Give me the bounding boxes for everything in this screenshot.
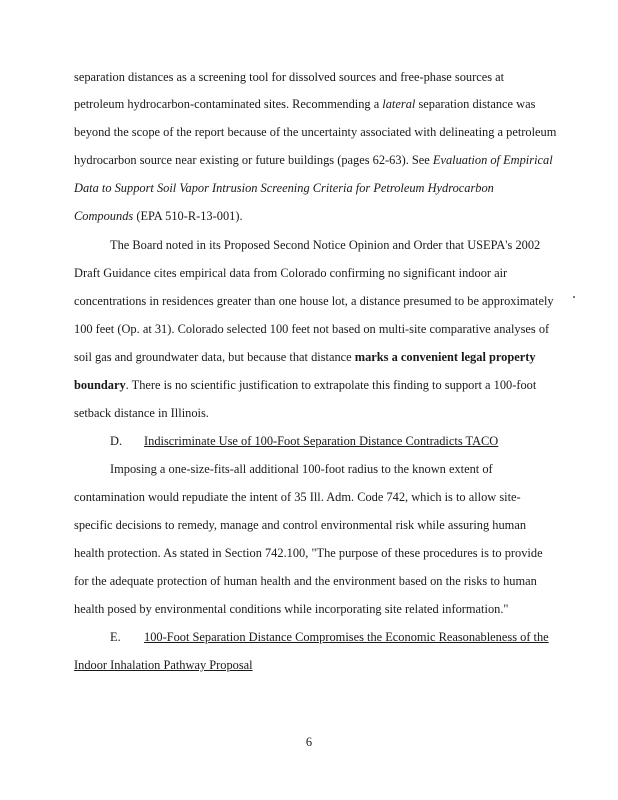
text-line: [74, 69, 504, 85]
section-e-heading-cont: Indoor Inhalation Pathway Proposal: [74, 658, 253, 672]
section-e-heading: 100-Foot Separation Distance Compromises the Economic Reasonableness of the: [144, 630, 549, 644]
text-span: Imposing a one-size-fits-all additional 100-foot radius to the known extent of: [110, 462, 493, 476]
text-span: The Board noted in its Proposed Second Notice Opinion and Order that USEPA's 2002: [110, 238, 541, 252]
text-span: (EPA 510-R-13-001).: [133, 209, 243, 223]
text-line: [74, 152, 553, 168]
text-line: [74, 124, 556, 140]
text-line: [74, 293, 554, 309]
text-span: 100 feet (Op. at 31). Colorado selected 100 feet not based on multi-site comparative analyses of: [74, 322, 550, 336]
text-line: [74, 96, 535, 112]
text-span: concentrations in residences greater than one house lot, a distance presumed to be approximately: [74, 294, 554, 308]
bold-text: boundary: [74, 378, 126, 392]
text-span: contamination would repudiate the intent of 35 Ill. Adm. Code 742, which is to allow site-: [74, 490, 521, 504]
text-line: [74, 405, 209, 421]
section-e-letter: E.: [110, 630, 121, 644]
italic-text: lateral: [382, 97, 416, 111]
text-span: health protection. As stated in Section 742.100, "The purpose of these procedures is to provide: [74, 546, 543, 560]
text-span: petroleum hydrocarbon-contaminated sites. Recommending a: [74, 97, 383, 111]
text-line: [74, 573, 537, 589]
text-span: health posed by environmental conditions while incorporating site related information.": [74, 602, 509, 616]
text-span: for the adequate protection of human health and the environment based on the risks to human: [74, 574, 537, 588]
text-line: [74, 489, 521, 505]
text-span: soil gas and groundwater data, but because that distance: [74, 350, 355, 364]
text-span: specific decisions to remedy, manage and control environmental risk while assuring human: [74, 518, 527, 532]
text-line: [110, 237, 540, 253]
text-span: separation distance was: [415, 97, 536, 111]
italic-text: Compounds: [74, 209, 134, 223]
text-span: . There is no scientific justification to extrapolate this finding to support a 100-foot: [125, 378, 537, 392]
text-span: Data to Support Soil Vapor Intrusion Screening Criteria for Petroleum Hydrocarbon: [74, 181, 494, 195]
margin-mark: [573, 296, 575, 298]
text-span: hydrocarbon source near existing or future buildings (pages 62-63). See: [74, 153, 433, 167]
text-line: [74, 517, 526, 533]
text-line: [74, 601, 509, 617]
italic-text: Evaluation of Empirical: [432, 153, 553, 167]
text-line: [74, 180, 494, 196]
section-d-heading: Indiscriminate Use of 100-Foot Separation Distance Contradicts TACO: [144, 434, 499, 448]
text-line: [74, 265, 507, 281]
text-span: Draft Guidance cites empirical data from Colorado confirming no significant indoor air: [74, 266, 508, 280]
text-span: setback distance in Illinois.: [74, 406, 209, 420]
text-line: [74, 377, 536, 393]
text-line: [74, 349, 536, 365]
text-line: [74, 545, 543, 561]
page-number: 6: [305, 735, 313, 749]
text-line: [110, 461, 493, 477]
text-line: [74, 321, 549, 337]
text-span: beyond the scope of the report because of the uncertainty associated with delineating a petroleum: [74, 125, 557, 139]
text-line: [74, 208, 243, 224]
section-d-letter: D.: [110, 434, 123, 448]
text-span: separation distances as a screening tool for dissolved sources and free-phase sources at: [74, 70, 505, 84]
bold-text: marks a convenient legal property: [354, 350, 536, 364]
